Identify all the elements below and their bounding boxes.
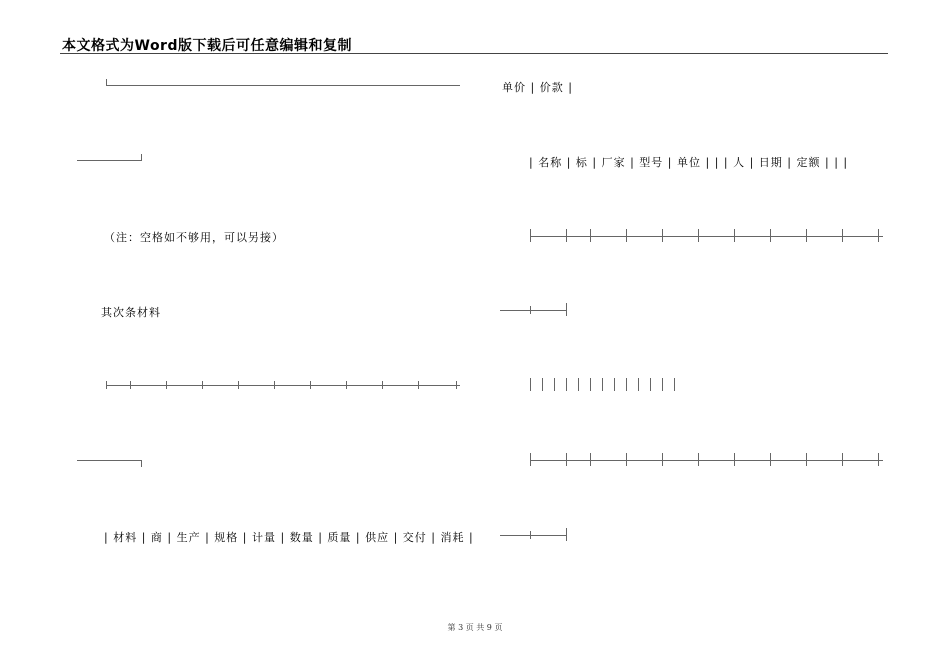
table-column-tick [238,381,239,389]
table-column-tick [770,229,771,242]
table-column-tick [674,378,675,391]
price-header [502,79,573,95]
table-border-line [530,236,883,237]
section-title: 其次条材料 [101,306,161,319]
header-divider [60,53,888,54]
table-column-tick [878,229,879,242]
table-column-tick [626,229,627,242]
table-column-tick [614,378,615,391]
table-column-tick [662,229,663,242]
document-header-title: 本文格式为Word版下载后可任意编辑和复制 [62,38,352,54]
table-column-tick [566,378,567,391]
table-column-tick [530,453,531,466]
table-column-tick [382,381,383,389]
table-column-tick [418,381,419,389]
table-border-line [77,460,141,461]
table-column-tick [566,229,567,242]
table-column-tick [554,378,555,391]
table-column-tick [130,381,131,389]
table-column-tick [106,381,107,389]
table-border-line [106,385,460,386]
table-column-tick [734,453,735,466]
table-column-tick [770,453,771,466]
table-column-tick [650,378,651,391]
materials-table-header-cells: | 材料 | 商 | 生产 | 规格 | 计量 | 数量 | 质量 | 供应 | 交付 | 消耗 | [104,531,474,544]
table-column-tick [590,453,591,466]
table-column-tick [806,453,807,466]
table-column-tick [806,229,807,242]
table-column-tick [734,229,735,242]
table-border-line [500,310,567,311]
table-column-tick [566,453,567,466]
materials-table-header [104,529,474,545]
table-column-tick [530,378,531,391]
table-column-tick [698,229,699,242]
table-border-tick [141,154,142,161]
table-column-tick [202,381,203,389]
table-column-tick [590,378,591,391]
table-column-tick [578,378,579,391]
table-border-tick [566,303,567,316]
table-column-tick [842,453,843,466]
table-border-tick [141,460,142,467]
table-column-tick [626,453,627,466]
table-column-tick [456,381,457,389]
table-column-tick [698,453,699,466]
table-column-tick [662,453,663,466]
table-border-line [106,85,460,86]
table-column-tick [166,381,167,389]
table-column-tick [542,378,543,391]
table-border-tick [530,306,531,314]
table-column-tick [602,378,603,391]
table-column-tick [662,378,663,391]
table-border-tick [530,531,531,539]
table-border-tick [566,528,567,541]
table-column-tick [346,381,347,389]
right-column-header [529,154,848,170]
table-column-tick [626,378,627,391]
table-column-tick [590,229,591,242]
table-column-tick [530,229,531,242]
table-column-tick [638,378,639,391]
table-column-tick [310,381,311,389]
price-header-cells: 单价 | 价款 | [502,81,573,94]
table-column-tick [842,229,843,242]
table-border-line [77,160,141,161]
page-number: 第 3 页 共 9 页 [447,623,503,632]
right-column-header-cells: | 名称 | 标 | 厂家 | 型号 | 单位 | | | 人 | 日期 | 定额 | | | [529,156,849,169]
table-column-tick [878,453,879,466]
table-column-tick [274,381,275,389]
note-text: （注：空格如不够用，可以另接） [104,231,284,244]
table-border-line [530,460,883,461]
table-border-line [500,535,567,536]
